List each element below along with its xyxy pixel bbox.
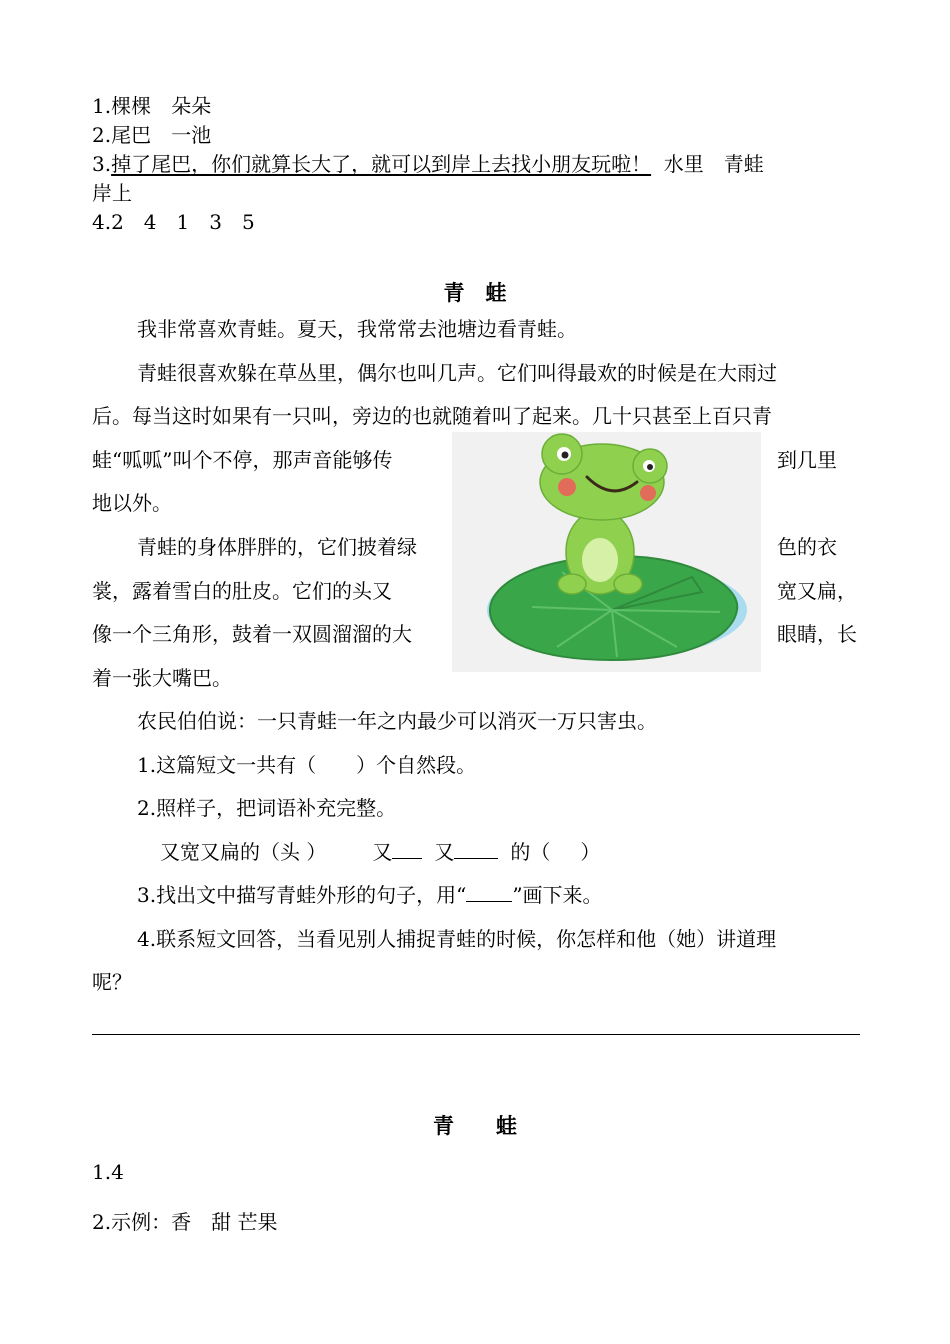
question-2-example (160, 839, 600, 865)
question-2: 2.照样子，把词语补充完整。 (137, 796, 397, 820)
frog-left-pupil (562, 452, 569, 459)
passage-paragraph-2-line-4: 地以外。 (92, 491, 172, 515)
answers-line-2: 2.示例：香 甜 芒果 (92, 1210, 278, 1234)
question-3-text-b: ”画下来。 (512, 883, 603, 907)
section-divider (92, 1034, 860, 1035)
passage-paragraph-3-line-2-right: 宽又扁， (777, 579, 857, 603)
passage-paragraph-2-line-1: 青蛙很喜欢躲在草丛里，偶尔也叫几声。它们叫得最欢的时候是在大雨过 (137, 361, 777, 385)
question-4-line-2: 呢？ (92, 970, 132, 994)
frog-left-cheek (558, 478, 576, 496)
answer-line-3 (92, 151, 764, 177)
question-2-you-1: 又 (372, 840, 393, 864)
question-2-example-text: 又宽又扁的（头 ） (160, 840, 327, 864)
question-2-blank-1[interactable] (392, 840, 422, 859)
answer-line-4: 4.2 4 1 3 5 (92, 210, 255, 234)
answers-line-1: 1.4 (92, 1160, 124, 1184)
answer-line-2: 2.尾巴 一池 (92, 123, 212, 147)
passage-paragraph-3-line-3-right: 眼睛，长 (777, 622, 857, 646)
passage-paragraph-3-line-2-left: 裳，露着雪白的肚皮。它们的头又 (92, 579, 392, 603)
passage-paragraph-3-line-1-left: 青蛙的身体胖胖的，它们披着绿 (137, 535, 417, 559)
question-1 (137, 752, 476, 778)
answer-3-rest: 水里 青蛙 (651, 152, 764, 176)
frog-left-leg (558, 574, 586, 594)
frog-right-cheek (640, 485, 656, 501)
answers-title: 青 蛙 (433, 1113, 517, 1138)
passage-paragraph-2-line-2: 后。每当这时如果有一只叫，旁边的也就随着叫了起来。几十只甚至上百只青 (92, 404, 772, 428)
frog-belly (582, 538, 618, 582)
question-2-blank-2[interactable] (454, 840, 498, 859)
passage-paragraph-4: 农民伯伯说：一只青蛙一年之内最少可以消灭一万只害虫。 (137, 709, 657, 733)
frog-right-leg (614, 574, 642, 594)
question-1-text-b: ）个自然段。 (356, 753, 477, 777)
passage-paragraph-3-line-4: 着一张大嘴巴。 (92, 666, 232, 690)
question-3-text-a: 3.找出文中描写青蛙外形的句子，用“ (137, 883, 467, 907)
question-3-underline-sample (466, 883, 512, 902)
passage-paragraph-3-line-3-left: 像一个三角形，鼓着一双圆溜溜的大 (92, 622, 412, 646)
answer-3-number: 3. (92, 152, 112, 176)
passage-paragraph-1: 我非常喜欢青蛙。夏天，我常常去池塘边看青蛙。 (137, 317, 577, 341)
passage-title: 青 蛙 (443, 280, 507, 305)
frog-right-pupil (647, 464, 653, 470)
answer-line-1: 1.棵棵 朵朵 (92, 94, 212, 118)
question-2-close: ） (580, 840, 601, 864)
frog-on-lily-pad-image (452, 432, 761, 672)
answer-line-3-cont: 岸上 (92, 181, 132, 205)
question-4-line-1: 4.联系短文回答，当看见别人捕捉青蛙的时候，你怎样和他（她）讲道理 (137, 927, 777, 951)
answer-3-underlined: 掉了尾巴，你们就算长大了，就可以到岸上去找小朋友玩啦！ (111, 152, 652, 176)
frog-illustration (452, 432, 761, 672)
question-3 (137, 882, 603, 908)
question-2-you-2: 又 (434, 840, 455, 864)
passage-paragraph-2-line-3-right: 到几里 (777, 448, 837, 472)
passage-paragraph-2-line-3-left: 蛙“呱呱”叫个不停，那声音能够传 (92, 448, 393, 472)
question-2-de: 的（ (510, 840, 551, 864)
passage-paragraph-3-line-1-right: 色的衣 (777, 535, 837, 559)
question-1-text-a: 1.这篇短文一共有（ (137, 753, 317, 777)
